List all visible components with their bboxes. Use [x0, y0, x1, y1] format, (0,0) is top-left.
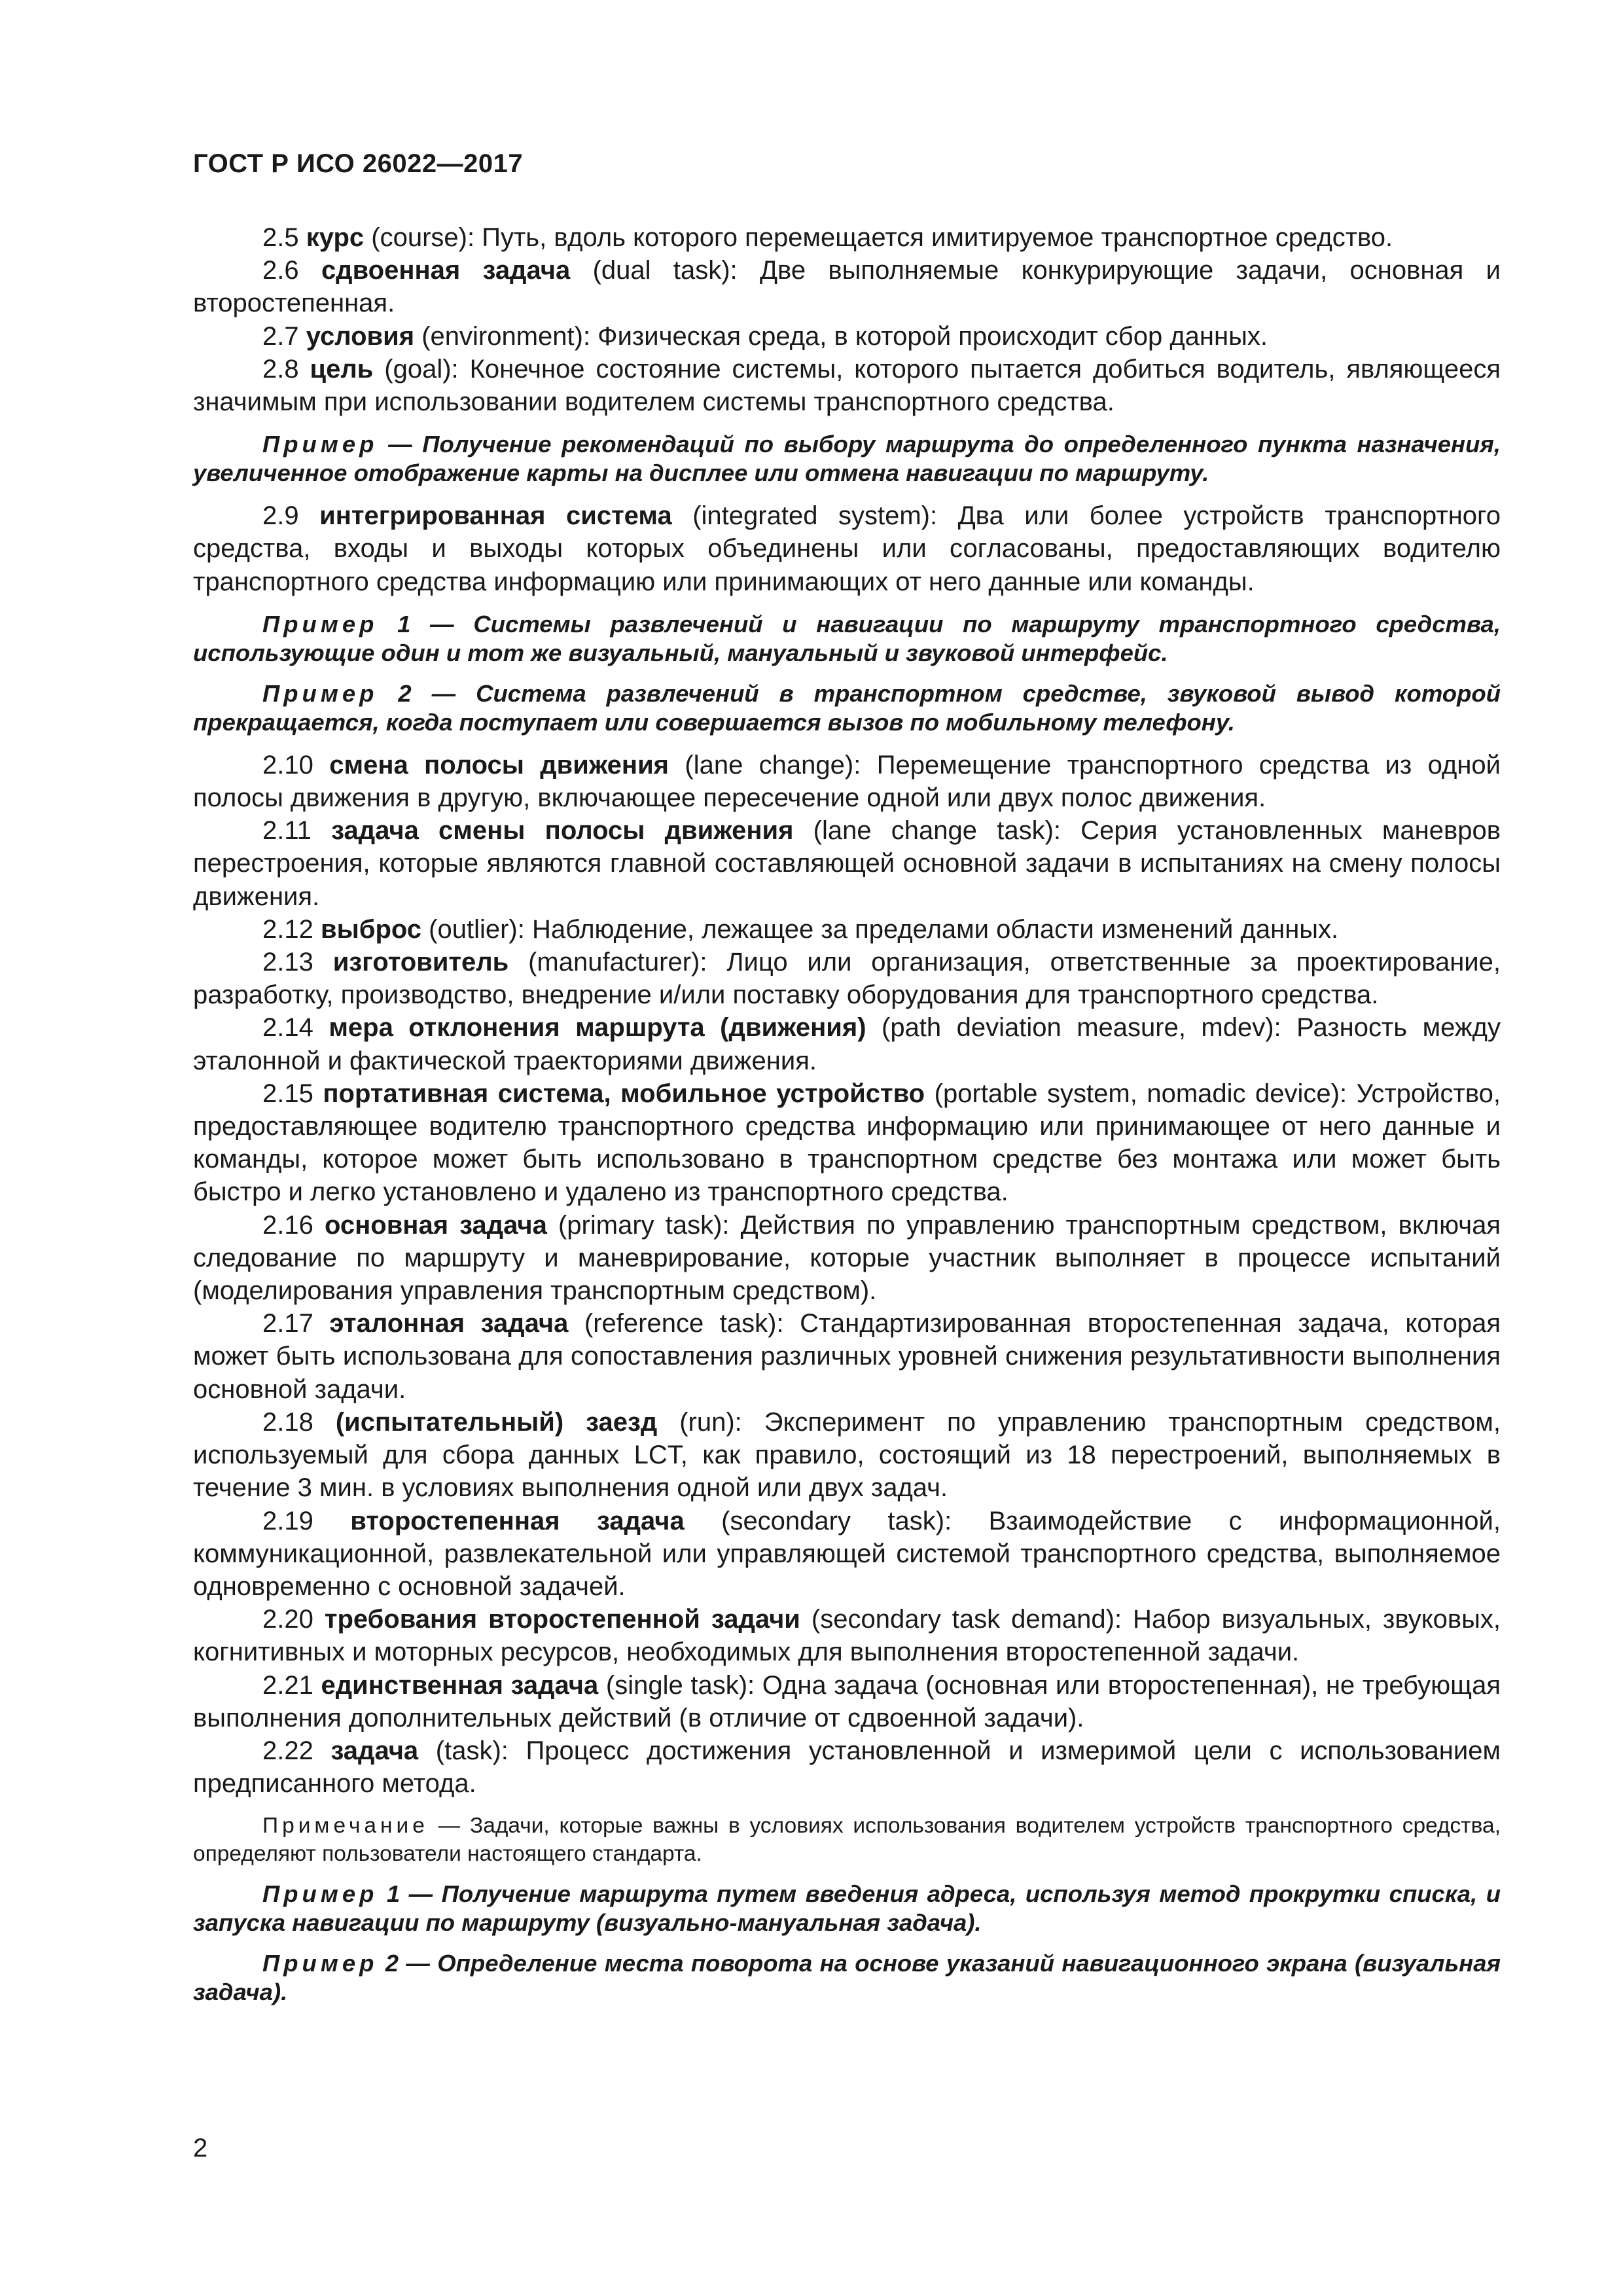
definition-2-11: 2.11 задача смены полосы движения (lane change task): Серия установленных маневров перестроения, которые являются главной составляющей основной задачи в испытаниях на смену полосы движения.	[193, 816, 1501, 911]
term-name: курс	[306, 223, 365, 252]
definition-2-10: 2.10 смена полосы движения (lane change): Перемещение транспортного средства из одной полосы движения в другую, включающее пересечение одной или двух полос движения.	[193, 750, 1501, 813]
example-label: Пример	[262, 679, 378, 707]
term-name: эталонная задача	[329, 1309, 569, 1338]
term-name: выброс	[320, 914, 422, 944]
standard-header: ГОСТ Р ИСО 26022—2017	[193, 149, 524, 178]
document-body	[193, 221, 1501, 2018]
definition-2-20: 2.20 требования второстепенной задачи (secondary task demand): Набор визуальных, звуковых, когнитивных и моторных ресурсов, необходимых для выполнения второстепенной задачи.	[193, 1605, 1501, 1667]
term-name: условия	[306, 321, 415, 351]
term-name: цель	[310, 354, 374, 384]
page-number: 2	[193, 2134, 208, 2162]
definition-2-14: 2.14 мера отклонения маршрута (движения) (path deviation measure, mdev): Разность между эталонной и фактической траекториями движения.	[193, 1013, 1501, 1075]
term-name: (испытательный) заезд	[335, 1407, 658, 1437]
definition-2-22: 2.22 задача (task): Процесс достижения установленной и измеримой цели с использованием предписанного метода.	[193, 1736, 1501, 1799]
definition-2-9: 2.9 интегрированная система (integrated system): Два или более устройств транспортного средства, входы и выходы которых объединены или согласованы, предоставляющих водителю транспортного средства информацию или принимающих от него данные или команды.	[193, 501, 1501, 596]
term-name: требования второстепенной задачи	[324, 1605, 800, 1634]
term-name: мера отклонения маршрута (движения)	[329, 1013, 866, 1043]
term-name: задача смены полосы движения	[331, 816, 794, 846]
definition-2-16: 2.16 основная задача (primary task): Действия по управлению транспортным средством, включая следование по маршруту и маневрирование, которые участник выполняет в процессе испытаний (моделирования управления транспортным средством).	[193, 1210, 1501, 1306]
definition-2-21: 2.21 единственная задача (single task): Одна задача (основная или второстепенная), не требующая выполнения дополнительных действий (в отличие от сдвоенной задачи).	[193, 1670, 1501, 1732]
definition-2-6: 2.6 сдвоенная задача (dual task): Две выполняемые конкурирующие задачи, основная и второстепенная.	[193, 256, 1501, 318]
term-name: единственная задача	[321, 1670, 599, 1700]
example-label: Пример	[262, 431, 378, 458]
term-name: интегрированная система	[319, 501, 672, 531]
term-name: смена полосы движения	[329, 750, 669, 780]
example-2-9-2: Пример 2 — Система развлечений в транспортном средстве, звуковой вывод которой прекращается, когда поступает или совершается вызов по мобильному телефону.	[193, 679, 1501, 736]
definition-2-13: 2.13 изготовитель (manufacturer): Лицо или организация, ответственные за проектирование, разработку, производство, внедрение и/или поставку оборудования для транспортного средства.	[193, 948, 1501, 1010]
example-label: Пример	[262, 610, 378, 637]
definition-2-8: 2.8 цель (goal): Конечное состояние системы, которого пытается добиться водитель, являющееся значимым при использовании водителем системы транспортного средства.	[193, 354, 1501, 417]
definition-2-15: 2.15 портативная система, мобильное устройство (portable system, nomadic device): Устройство, предоставляющее водителю транспортного средства информацию или принимающее от него данные и команды, которое может быть использовано в транспортном средстве без монтажа или может быть быстро и легко установлено и удалено из транспортного средства.	[193, 1079, 1501, 1207]
example-2-22-2: Пример 2 — Определение места поворота на основе указаний навигационного экрана (визуальная задача).	[193, 1950, 1501, 2006]
note-2-22: Примечание — Задачи, которые важны в условиях использования водителем устройств транспортного средства, определяют пользователи настоящего стандарта.	[193, 1814, 1501, 1867]
definition-2-18: 2.18 (испытательный) заезд (run): Эксперимент по управлению транспортным средством, используемый для сбора данных LCT, как правило, состоящий из 18 перестроений, выполняемых в течение 3 мин. в условиях выполнения одной или двух задач.	[193, 1407, 1501, 1503]
example-label: Пример	[262, 1950, 378, 1977]
term-name: задача	[330, 1736, 419, 1765]
example-2-9-1: Пример 1 — Системы развлечений и навигации по маршруту транспортного средства, использующие один и тот же визуальный, мануальный и звуковой интерфейс.	[193, 610, 1501, 666]
term-name: основная задача	[324, 1210, 547, 1240]
definition-2-17: 2.17 эталонная задача (reference task): Стандартизированная второстепенная задача, которая может быть использована для сопоставления различных уровней снижения результативности выполнения основной задачи.	[193, 1309, 1501, 1404]
definition-2-5: 2.5 курс (course): Путь, вдоль которого перемещается имитируемое транспортное средство.	[262, 223, 1393, 252]
term-name: портативная система, мобильное устройство	[323, 1079, 925, 1108]
term-name: сдвоенная задача	[321, 256, 571, 285]
note-label: Примечание	[262, 1814, 429, 1839]
definition-2-19: 2.19 второстепенная задача (secondary task): Взаимодействие с информационной, коммуникационной, развлекательной или управляющей системой транспортного средства, выполняемое одновременно с основной задачей.	[193, 1506, 1501, 1601]
definition-2-12: 2.12 выброс (outlier): Наблюдение, лежащее за пределами области изменений данных.	[262, 914, 1339, 944]
definition-2-7: 2.7 условия (environment): Физическая среда, в которой происходит сбор данных.	[262, 321, 1268, 351]
example-2-22-1: Пример 1 — Получение маршрута путем введения адреса, используя метод прокрутки списка, и запуска навигации по маршруту (визуально-мануальная задача).	[193, 1880, 1501, 1937]
example-label: Пример	[262, 1880, 378, 1908]
example-2-8: Пример — Получение рекомендаций по выбору маршрута до определенного пункта назначения, увеличенное отображение карты на дисплее или отмена навигации по маршруту.	[193, 431, 1501, 487]
term-name: изготовитель	[332, 948, 509, 977]
term-name: второстепенная задача	[350, 1506, 685, 1535]
